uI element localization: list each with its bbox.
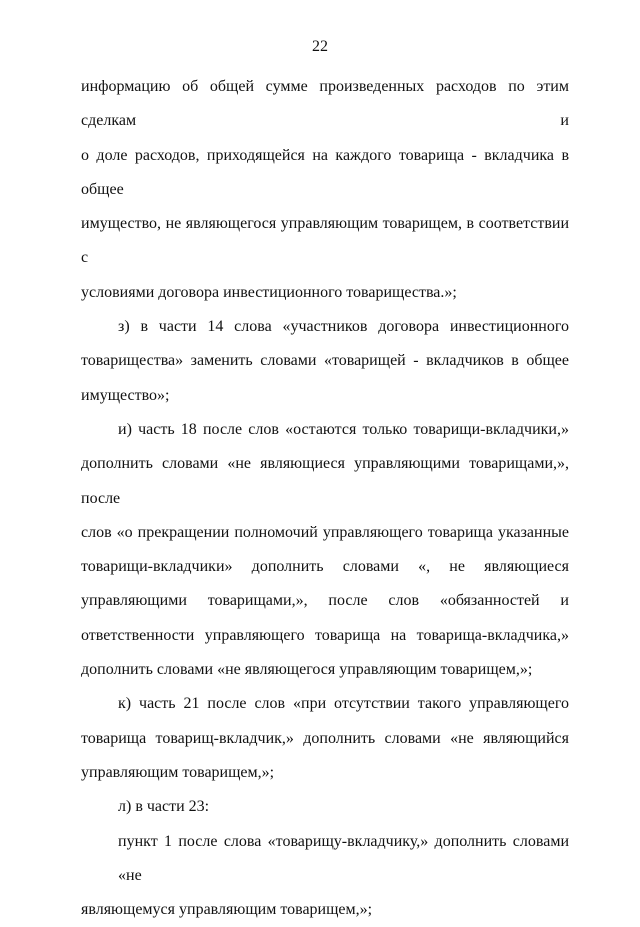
- text-line: пункт 1 после слова «товарищу-вкладчику,» дополнить словами «не: [118, 832, 569, 884]
- text-line: информацию об общей сумме произведенных расходов по этим сделкам и: [81, 78, 569, 130]
- text-line: ответственности управляющего товарища на товарища-вкладчика,»: [81, 626, 569, 644]
- text-line: товарища товарищ-вкладчик,» дополнить словами «не являющийся: [81, 729, 569, 747]
- page-number: 22: [312, 38, 328, 55]
- text-line: о доле расходов, приходящейся на каждого товарища - вкладчика в общее: [81, 146, 569, 198]
- text-line: слов «о прекращении полномочий управляющего товарища указанные: [81, 523, 569, 541]
- text-line: имущество»;: [81, 386, 170, 404]
- text-line: и) часть 18 после слов «остаются только товарищи-вкладчики,»: [118, 420, 569, 438]
- text-line: товарищи-вкладчики» дополнить словами «, не являющиеся: [81, 558, 569, 576]
- text-line: условиями договора инвестиционного товарищества.»;: [81, 283, 457, 301]
- text-line: дополнить словами «не являющегося управляющим товарищем,»;: [81, 661, 533, 679]
- paragraph-item-i: [81, 413, 569, 687]
- paragraph-item-k: [81, 687, 569, 790]
- text-line: к) часть 21 после слов «при отсутствии такого управляющего: [118, 695, 569, 713]
- text-line: товарищества» заменить словами «товарищей - вкладчиков в общее: [81, 352, 569, 370]
- text-line: управляющим товарищем,»;: [81, 763, 275, 781]
- text-line: управляющими товарищами,», после слов «обязанностей и: [81, 592, 569, 610]
- text-line: являющемуся управляющим товарищем,»;: [81, 901, 373, 919]
- paragraph-item-z: [81, 310, 569, 413]
- text-line: л) в части 23:: [118, 798, 210, 816]
- paragraph-point-1: [81, 825, 569, 927]
- paragraph-continuation: [81, 70, 569, 310]
- document-body: [81, 70, 569, 927]
- text-line: имущество, не являющегося управляющим товарищем, в соответствии с: [81, 215, 569, 267]
- text-line: з) в части 14 слова «участников договора инвестиционного: [118, 318, 569, 336]
- paragraph-item-l: [81, 790, 569, 824]
- text-line: дополнить словами «не являющиеся управляющими товарищами,», после: [81, 455, 569, 507]
